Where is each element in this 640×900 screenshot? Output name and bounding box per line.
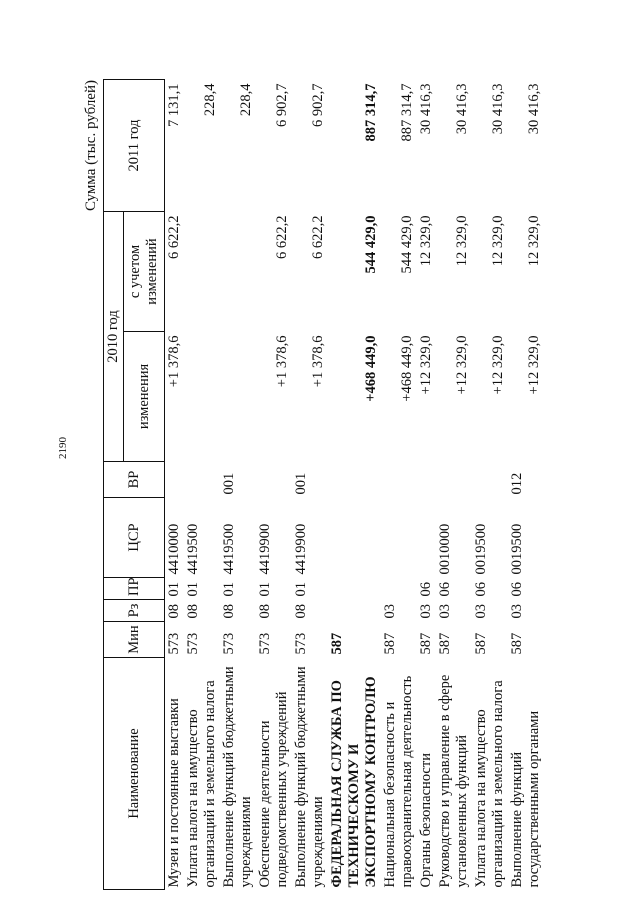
cell-pr: 01: [257, 582, 273, 597]
cell-min: 587: [382, 632, 398, 655]
table-row: [436, 79, 472, 889]
cell-y2011: 30 416,3: [526, 83, 542, 135]
cell-y2011: 30 416,3: [454, 83, 470, 135]
cell-vr: [328, 462, 381, 498]
table-row: [328, 79, 381, 889]
cell-csr: [381, 498, 417, 578]
table-row: [417, 79, 436, 889]
cell-csr: [417, 498, 436, 578]
page-number: 2190: [57, 437, 69, 459]
cell-with-changes: 6 622,2: [310, 215, 326, 259]
cell-rz: 08: [221, 604, 237, 619]
cell-min: 573: [185, 632, 201, 655]
cell-csr: 4410000: [166, 523, 182, 575]
cell-changes: +1 378,6: [274, 335, 290, 388]
cell-name: ФЕДЕРАЛЬНАЯ СЛУЖБА ПО ТЕХНИЧЕСКОМУ И ЭКСПОРТНОМУ КОНТРОЛЮ: [329, 676, 379, 888]
cell-changes: +1 378,6: [166, 335, 182, 388]
cell-with-changes: 6 622,2: [166, 215, 182, 259]
cell-vr: 001: [293, 472, 309, 495]
cell-with-changes: [184, 211, 220, 331]
header-2010: 2010 год: [104, 211, 124, 461]
cell-min: 587: [329, 632, 345, 655]
table-row: [292, 79, 328, 889]
rotated-table-sheet: [85, 80, 565, 890]
table-row: [256, 79, 292, 889]
cell-rz: 03: [418, 604, 434, 619]
cell-csr: 4419500: [221, 523, 237, 575]
cell-min: 573: [221, 632, 237, 655]
table-row: [165, 79, 185, 889]
cell-pr: 06: [473, 582, 489, 597]
header-vr: ВР: [104, 462, 165, 498]
table-row: [220, 79, 256, 889]
cell-vr: [417, 462, 436, 498]
cell-y2011: 887 314,7: [399, 83, 415, 142]
cell-name: Обеспечение деятельности подведомственных учреждений: [257, 691, 290, 888]
cell-name: Уплата налога на имущество организаций и земельного налога: [473, 680, 506, 888]
cell-y2011: 6 902,7: [310, 83, 326, 127]
cell-y2011: 228,4: [202, 83, 218, 117]
cell-with-changes: 12 329,0: [490, 215, 506, 267]
cell-y2011: 30 416,3: [418, 83, 434, 135]
cell-changes: +12 329,0: [418, 335, 434, 395]
cell-rz: 08: [166, 604, 182, 619]
cell-y2011: 6 902,7: [274, 83, 290, 127]
cell-rz: 08: [257, 604, 273, 619]
cell-pr: 06: [418, 582, 434, 597]
cell-rz: 08: [293, 604, 309, 619]
cell-pr: 01: [221, 582, 237, 597]
cell-with-changes: 12 329,0: [526, 215, 542, 267]
cell-min: 587: [473, 632, 489, 655]
cell-csr: [328, 498, 381, 578]
cell-pr: [328, 578, 381, 600]
cell-rz: 03: [509, 604, 525, 619]
header-rz: Рз: [104, 600, 165, 622]
cell-pr: 01: [293, 582, 309, 597]
cell-min: 587: [418, 632, 434, 655]
cell-name: Уплата налога на имущество организаций и земельного налога: [185, 680, 218, 888]
header-2011: 2011 год: [104, 79, 165, 211]
cell-csr: 0019500: [509, 523, 525, 575]
cell-name: Выполнение функций бюджетными учреждениями: [293, 666, 326, 888]
cell-vr: 001: [221, 472, 237, 495]
cell-csr: 4419900: [257, 523, 273, 575]
cell-min: 573: [166, 632, 182, 655]
cell-pr: 06: [437, 582, 453, 597]
header-changes: изменения: [124, 332, 165, 462]
cell-name: Руководство и управление в сфере установленных функций: [437, 674, 470, 888]
cell-rz: 03: [382, 604, 398, 619]
cell-name: Органы безопасности: [418, 753, 434, 888]
cell-min: 587: [437, 632, 453, 655]
cell-changes: +12 329,0: [454, 335, 470, 395]
cell-pr: 01: [166, 582, 182, 597]
unit-caption: Сумма (тыс. рублей): [83, 80, 99, 212]
cell-name: Музеи и постоянные выставки: [166, 698, 182, 888]
cell-changes: [220, 332, 256, 462]
cell-pr: 01: [185, 582, 201, 597]
cell-rz: 08: [185, 604, 201, 619]
cell-vr: 012: [509, 472, 525, 495]
cell-changes: +12 329,0: [526, 335, 542, 395]
cell-pr: [381, 578, 417, 600]
cell-name: Выполнение функций государственными органами: [509, 710, 542, 888]
cell-with-changes: 12 329,0: [454, 215, 470, 267]
cell-y2011: 887 314,7: [363, 83, 379, 142]
cell-with-changes: 544 429,0: [399, 215, 415, 274]
cell-rz: 03: [473, 604, 489, 619]
table-row: [472, 79, 508, 889]
cell-vr: [184, 462, 220, 498]
cell-pr: 06: [509, 582, 525, 597]
header-name: Наименование: [104, 658, 165, 890]
table-row: [508, 79, 544, 889]
cell-with-changes: 12 329,0: [418, 215, 434, 267]
cell-changes: +468 449,0: [363, 335, 379, 402]
table-row: [381, 79, 417, 889]
table-row: [184, 79, 220, 889]
cell-csr: 4419500: [185, 523, 201, 575]
cell-changes: [184, 332, 220, 462]
header-pr: ПР: [104, 578, 165, 600]
cell-with-changes: 6 622,2: [274, 215, 290, 259]
cell-rz: [328, 600, 381, 622]
cell-vr: [436, 462, 472, 498]
budget-table: [103, 79, 544, 890]
header-csr: ЦСР: [104, 498, 165, 578]
cell-name: Национальная безопасность и правоохранительная деятельность: [382, 675, 415, 888]
cell-csr: 0010000: [437, 523, 453, 575]
cell-rz: 03: [437, 604, 453, 619]
cell-csr: 4419900: [293, 523, 309, 575]
cell-y2011: 228,4: [238, 83, 254, 117]
cell-y2011: 7 131,1: [166, 83, 182, 127]
cell-y2011: 30 416,3: [490, 83, 506, 135]
cell-csr: 0019500: [473, 523, 489, 575]
cell-changes: +12 329,0: [490, 335, 506, 395]
header-with-changes: с учетом изменений: [124, 211, 165, 331]
cell-vr: [165, 462, 185, 498]
cell-changes: +468 449,0: [399, 335, 415, 402]
cell-vr: [472, 462, 508, 498]
cell-vr: [256, 462, 292, 498]
cell-vr: [381, 462, 417, 498]
cell-with-changes: 544 429,0: [363, 215, 379, 274]
cell-with-changes: [220, 211, 256, 331]
cell-changes: +1 378,6: [310, 335, 326, 388]
cell-min: 573: [257, 632, 273, 655]
cell-min: 573: [293, 632, 309, 655]
header-min: Мин: [104, 622, 165, 658]
cell-min: 587: [509, 632, 525, 655]
cell-name: Выполнение функций бюджетными учреждениями: [221, 666, 254, 888]
